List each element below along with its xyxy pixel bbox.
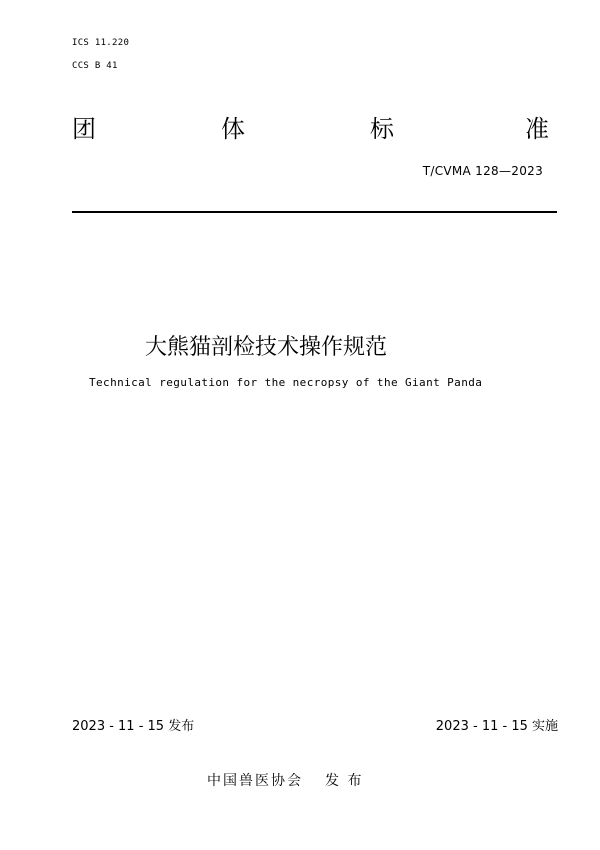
heading-char-3: 标 <box>370 115 394 143</box>
header-divider <box>72 211 557 213</box>
ics-code: ICS 11.220 <box>72 38 130 48</box>
publisher-line <box>207 771 363 791</box>
document-title-english: Technical regulation for the necropsy of the Giant Panda <box>89 376 483 389</box>
standard-number: T/CVMA 128—2023 <box>422 164 543 178</box>
heading-char-4: 准 <box>525 115 549 143</box>
publisher-name: 中国兽医协会 <box>207 773 303 789</box>
implement-date: 2023 - 11 - 15 实施 <box>435 719 558 734</box>
document-title-chinese: 大熊猫剖检技术操作规范 <box>145 335 388 360</box>
heading-char-2: 体 <box>221 115 245 143</box>
publisher-action: 发 布 <box>325 773 364 789</box>
publish-date: 2023 - 11 - 15 发布 <box>72 719 195 734</box>
heading-char-1: 团 <box>72 115 96 143</box>
ccs-code: CCS B 41 <box>72 61 118 71</box>
